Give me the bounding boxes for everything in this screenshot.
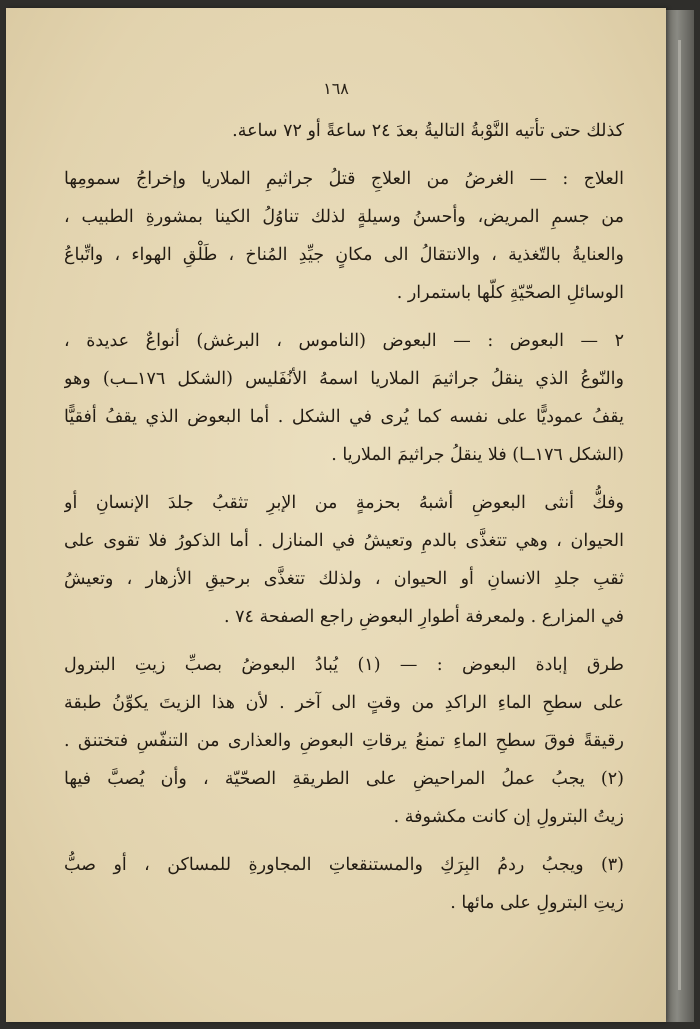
text-line: ثقبِ جلدِ الانسانِ أو الحيوان ، ولذلك تتغذَّى برحيقِ الأزهار ، وتعيشُ bbox=[64, 569, 624, 589]
text-line: والنّوعُ الذي ينقلُ جراثيمَ الملاريا اسمهُ الأنُفَليس (الشكل ١٧٦ــب) وهو bbox=[64, 369, 624, 389]
text-line: رقيقةً فوقَ سطحِ الماءِ تمنعُ يرقاتِ البعوضِ والعذارى من التنفّسِ فتختنق . bbox=[64, 731, 624, 751]
book-page bbox=[6, 8, 666, 1022]
paragraph-gap bbox=[64, 312, 624, 322]
text-line: الحيوان ، وهي تتغذَّى بالدمِ وتعيشُ في المنازل . أما الذكورُ فلا تقوى على bbox=[64, 531, 624, 551]
text-line: طرق إبادة البعوض : — (١) يُبادُ البعوضُ بصبِّ زيتِ البترول bbox=[64, 655, 624, 675]
text-line: زيتِ البترولِ على مائها . bbox=[450, 893, 624, 913]
text-line: والعنايةُ بالتّغذية ، والانتقالُ الى مكانٍ جيِّدِ المُناخ ، طَلْقِ الهواء ، واتِّباعُ bbox=[64, 245, 624, 265]
text-line: (الشكل ١٧٦ــا) فلا ينقلُ جراثيمَ الملاريا . bbox=[331, 445, 624, 465]
text-line: زيتُ البترولِ إن كانت مكشوفة . bbox=[393, 807, 624, 827]
text-line: من جسمِ المريض، وأحسنُ وسيلةٍ لذلك تناوُلُ الكينا بمشورةِ الطبيب ، bbox=[64, 207, 624, 227]
text-line: (٣) ويجبُ ردمُ البِرَكِ والمستنقعاتِ المجاورةِ للمساكن ، أو صبُّ bbox=[64, 855, 624, 875]
text-line: الوسائلِ الصحّيّةِ كلّها باستمرار . bbox=[396, 283, 624, 303]
text-line: وفكُّ أنثى البعوضِ أشبهُ بحزمةٍ من الإبرِ تثقبُ جلدَ الإنسانِ أو bbox=[64, 493, 624, 513]
text-line: ٢ — البعوض : — البعوض (الناموس ، البرغش) أنواعٌ عديدة ، bbox=[64, 331, 624, 351]
text-line: على سطحِ الماءِ الراكدِ من وقتٍ الى آخر . لأن هذا الزيتَ يكوِّنُ طبقة bbox=[64, 693, 624, 713]
paragraph-gap bbox=[64, 636, 624, 646]
paragraph-gap bbox=[64, 836, 624, 846]
text-line: العلاج : — الغرضُ من العلاجِ قتلُ جراثيمِ الملاريا وإخراجُ سمومِها bbox=[64, 169, 624, 189]
page-body bbox=[64, 112, 624, 922]
paragraph-gap bbox=[64, 150, 624, 160]
text-line: (٢) يجبُ عملُ المراحيضِ على الطريقةِ الصحّيّة ، وأن يُصبَّ فيها bbox=[64, 769, 624, 789]
text-line: في المزارع . ولمعرفة أطوارِ البعوضِ راجع الصفحة ٧٤ . bbox=[223, 607, 624, 627]
book-edge bbox=[666, 10, 694, 1022]
text-line: يقفُ عموديًّا على نفسه كما يُرى في الشكل . أما البعوض الذي يقفُ أفقيًّا bbox=[64, 407, 624, 427]
page-number: ١٦٨ bbox=[323, 79, 349, 98]
text-line: كذلك حتى تأتيه النَّوْبةُ التاليةُ بعدَ ٢٤ ساعةً أو ٧٢ ساعة. bbox=[232, 121, 624, 141]
paragraph-gap bbox=[64, 474, 624, 484]
